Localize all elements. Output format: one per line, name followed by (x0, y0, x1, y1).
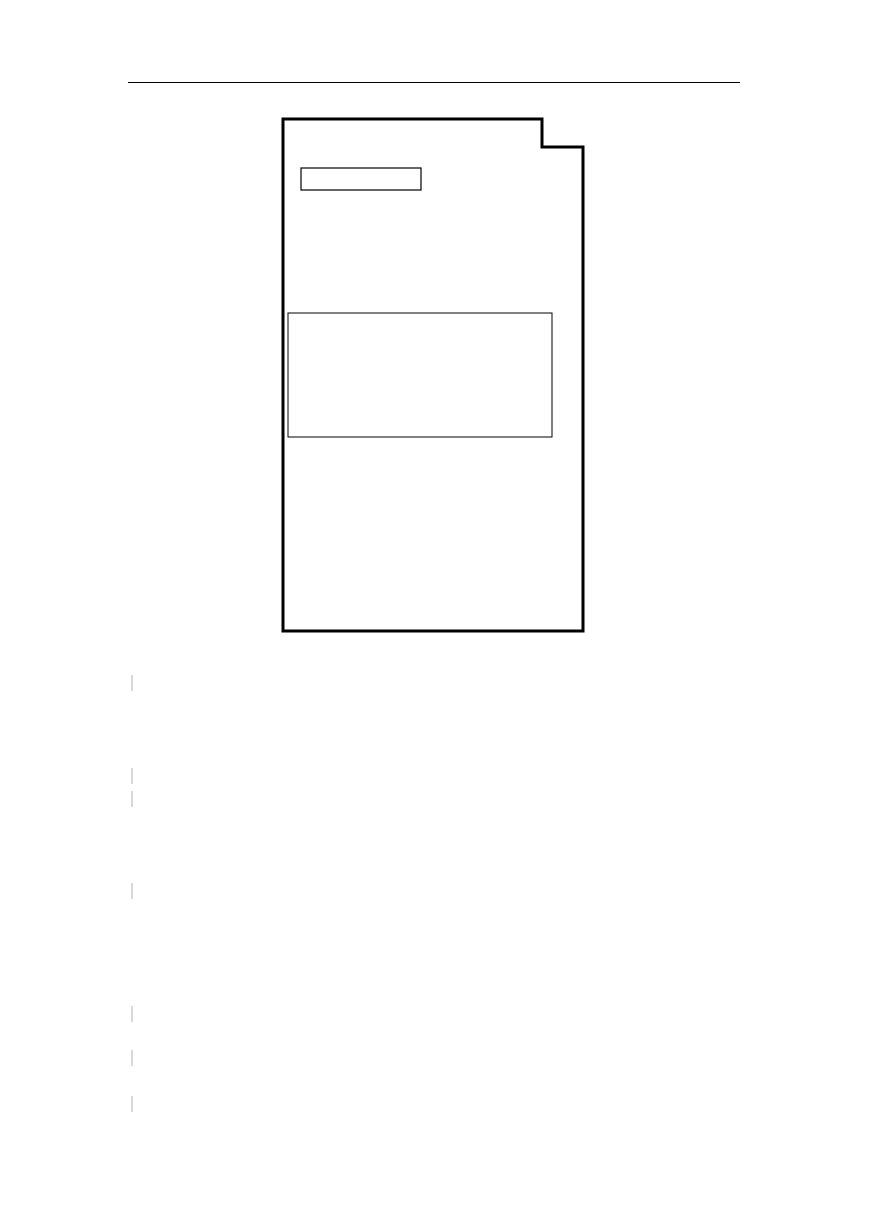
purpose-label (131, 1050, 133, 1066)
content-label-line (131, 1004, 133, 1025)
steps-label (131, 791, 133, 807)
hardware-label (131, 1096, 133, 1112)
software-text (133, 768, 151, 784)
steps-label-line (131, 789, 133, 810)
step-3 (131, 858, 143, 879)
notes-label (131, 883, 133, 899)
page-header (128, 62, 740, 83)
step-2 (131, 835, 143, 856)
step-text (131, 814, 143, 830)
led-schematic (280, 115, 586, 635)
comment-label (131, 675, 133, 691)
step-1 (131, 812, 143, 833)
content-label (131, 1006, 133, 1022)
notes-label-line (131, 881, 133, 902)
comment-label-line (131, 673, 133, 694)
software-line (131, 766, 151, 787)
hardware-label-line (131, 1094, 133, 1115)
step-text (131, 837, 143, 853)
purpose-label-line (131, 1048, 133, 1069)
step-text (131, 860, 143, 876)
